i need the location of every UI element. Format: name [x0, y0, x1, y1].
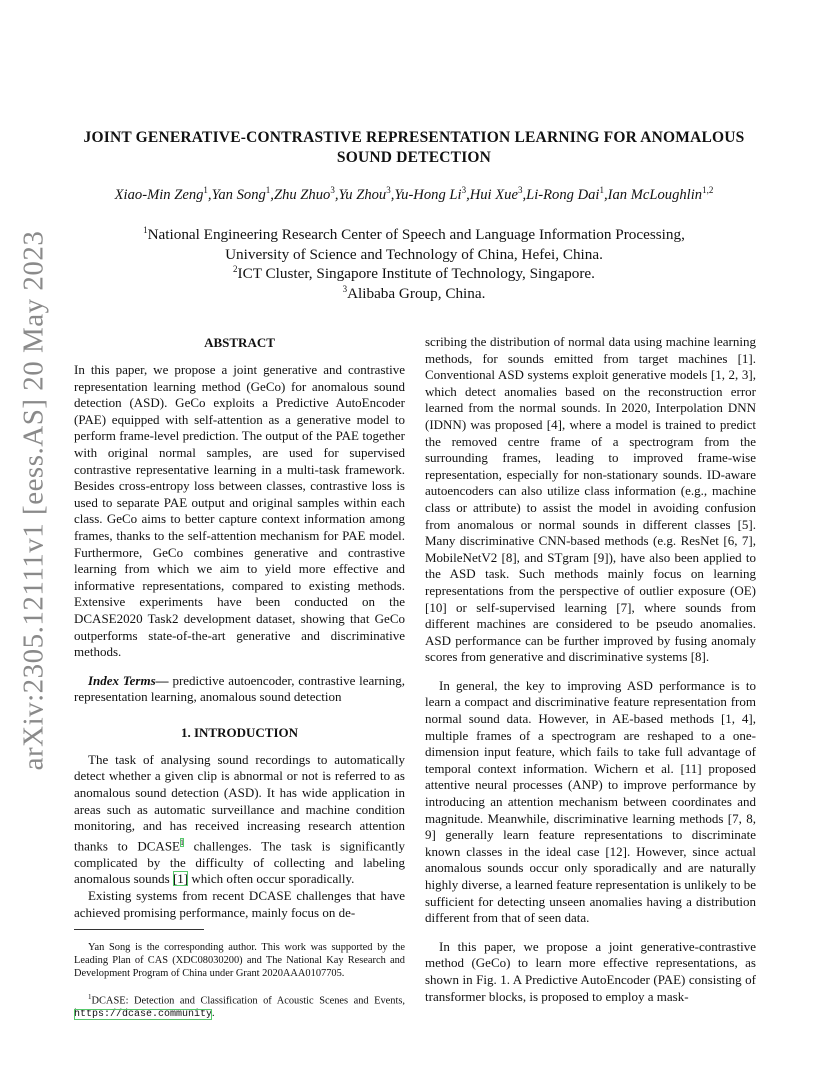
index-terms-text: predictive autoencoder, contrastive learning, representation learning, anomalous sound detection: [74, 672, 406, 705]
right-column: [425, 334, 756, 1005]
index-terms-label: Index Terms—: [88, 672, 169, 688]
spacer: [425, 927, 756, 939]
author-name: Zhu Zhuo: [273, 187, 331, 203]
affiliation-1-line-2: University of Science and Technology of China, Hefei, China.: [225, 245, 603, 263]
intro-p1-part-a: The task of analysing sound recordings to automatically detect whether a given clip is abnormal or not is referred to as anomalous sound detection (ASD). It has wide application in areas such as automatic surveillance and machine condition monitoring, and has received increasing research attention thanks to DCASE: [74, 751, 405, 854]
spacer: [74, 661, 405, 673]
author-affiliation-marker: 1,2: [702, 185, 714, 196]
abstract-text: In this paper, we propose a joint generative and contrastive representation learning method (GeCo) for anomalous sound detection (ASD). GeCo exploits a Predictive AutoEncoder (PAE) equipped with self-attention as a generative model to perform frame-level prediction. The output of the PAE together with original normal samples, are used for supervised contrastive representative learning in a multi-task framework. Besides cross-entropy loss between classes, contrastive loss is used to separate PAE output and original samples within each class. GeCo aims to better capture context information among frames, thanks to the self-attention mechanism for PAE model. Furthermore, GeCo combines generative and contrastive learning from which we aim to yield more effective and informative representations, compared to existing methods. Extensive experiments have been conducted on the DCASE2020 Task2 development dataset, showing that GeCo outperforms state-of-the-art generative and discriminative methods.: [74, 362, 405, 660]
intro-paragraph-1: [74, 752, 405, 888]
affiliation-3: [60, 284, 768, 304]
dcase-url-link[interactable]: https://dcase.community: [74, 1009, 213, 1021]
affiliation-1-text: National Engineering Research Center of Speech and Language Information Processing,: [147, 226, 685, 243]
intro-p1-part-c: which often occur sporadically.: [188, 871, 355, 887]
affiliation-2-marker: 2: [233, 264, 238, 275]
footnote-1-marker: 1: [88, 992, 92, 1001]
affiliation-2-text: ICT Cluster, Singapore Institute of Technology, Singapore.: [237, 265, 595, 283]
introduction-heading: 1. INTRODUCTION: [180, 724, 298, 740]
left-column: [74, 334, 405, 1032]
footnote-1-text: DCASE: Detection and Classification of Acoustic Scenes and Events,: [91, 995, 405, 1006]
footnote-rule: [74, 929, 204, 930]
citation-link[interactable]: [1]: [172, 871, 189, 887]
affiliations: [60, 225, 768, 303]
arxiv-identifier-text: arXiv:2305.12111v1 [eess.AS] 20 May 2023: [17, 230, 50, 770]
author-affiliation-marker: 3: [386, 185, 391, 196]
author-name: Yu Zhou: [338, 187, 387, 203]
affiliation-1-line-1: [60, 225, 768, 245]
author-name: Li-Rong Dai: [526, 187, 600, 203]
intro-paragraph-4: In this paper, we propose a joint generative-contrastive method (GeCo) to learn more effective representations, as shown in Fig. 1. A Predictive AutoEncoder (PAE) consisting of transformer blocks, is proposed to employ a mask-: [425, 938, 756, 1004]
title-line-1: JOINT GENERATIVE-CONTRASTIVE REPRESENTATION LEARNING FOR ANOMALOUS: [83, 129, 745, 146]
author-affiliation-marker: 3: [517, 185, 523, 196]
spacer: [74, 706, 405, 724]
intro-paragraph-2-start: Existing systems from recent DCASE challenges that have achieved promising performance, mainly focus on de-: [74, 887, 405, 920]
author-name: Xiao-Min Zeng: [114, 187, 204, 203]
author-affiliation-marker: 1: [203, 185, 208, 196]
intro-paragraph-2-continued: scribing the distribution of normal data using machine learning methods, for sounds emitted from target machines [1]. Conventional ASD systems exploit generative models [1, 2, 3], which detect anomalies based on the reconstruction error learned from the normal sounds. In 2020, Interpolation DNN (IDNN) was proposed [4], where a model is trained to predict the removed centre frame of a spectrogram from the surrounding frames, leading to improved frame-wise representation, especially for non-stationary sounds. ID-aware autoencoders can also utilize class information (e.g., machine class or attribute) to assist the model in avoiding confusion from anomalous or normal sounds in different classes [5]. Many discriminative CNN-based methods (e.g. ResNet [6, 7], MobileNetV2 [8], and STgram [9]), have also been applied to the ASD task. Such methods mainly focus on learning representations from the perspective of outlier exposure (OE) [10] or self-supervised learning [7], where sounds from different machines are considered to be pseudo anomalies. ASD performance can be further improved by fusing anomaly scores from generative and discriminative systems [8].: [425, 334, 756, 665]
abstract-heading: ABSTRACT: [204, 335, 275, 350]
author-affiliation-marker: 3: [330, 185, 335, 196]
author-affiliation-marker: 1: [265, 185, 271, 196]
author-affiliation-marker: 1: [599, 185, 604, 196]
footnote-dcase: $^1$DCASE: Detection and Classification of Acoustic Scenes and Events, https://dcase.community.: [74, 992, 405, 1021]
footnote-marker-1[interactable]: 1: [180, 837, 184, 847]
intro-paragraph-3: In general, the key to improving ASD performance is to learn a compact and discriminative feature representation from normal sound data. However, in AE-based methods [1, 4], multiple frames of a spectrogram are reshaped to a one-dimension input feature, which fails to take full advantage of temporal context information. Wichern et al. [11] proposed attentive neural processes (ANP) to improve performance by introducing an attention mechanism between coordinates and magnitude. Meanwhile, discriminative learning methods [7, 8, 9] generally learn feature representations to discriminate known classes in the ideal case [12]. However, since actual anomalous sounds occur only sporadically and are naturally highly diverse, a learned feature representation is unlikely to be sufficient for detecting unseen anomalies having a distribution different from that of seen data.: [425, 677, 756, 926]
author-name: Ian McLoughlin: [607, 187, 703, 203]
affiliation-1-marker: 1: [143, 224, 148, 235]
affiliation-3-marker: 3: [342, 283, 348, 294]
spacer: [425, 666, 756, 678]
footnote-corresponding: Yan Song is the corresponding author. This work was supported by the Leading Plan of CAS (XDC08030200) and The National Kay Research and Development Program of China under Grant 2020AAA0107705.: [74, 941, 405, 979]
paper-title: [60, 128, 768, 168]
author-affiliation-marker: 3: [461, 185, 467, 196]
affiliation-3-text: Alibaba Group, China.: [347, 284, 486, 302]
author-list: Xiao-Min Zeng$^1$,Yan Song$^1$,Zhu Zhuo$^3$,Yu Zhou$^3$,Yu-Hong Li$^3$,Hui Xue$^3$,Li-Rong Dai$^1$,Ian McLoughlin$^{1,2}$: [114, 185, 714, 203]
index-terms: [74, 673, 405, 706]
intro-p1-part-b: challenges. The task is significantly complicated by the difficulty of collecting and labeling anomalous sounds: [74, 838, 405, 887]
author-name: Yan Song: [211, 187, 266, 203]
arxiv-identifier: [6, 230, 62, 770]
title-line-2: SOUND DETECTION: [336, 149, 492, 166]
author-name: Hui Xue: [469, 187, 518, 203]
author-name: Yu-Hong Li: [394, 187, 462, 203]
affiliation-2: [60, 264, 768, 284]
